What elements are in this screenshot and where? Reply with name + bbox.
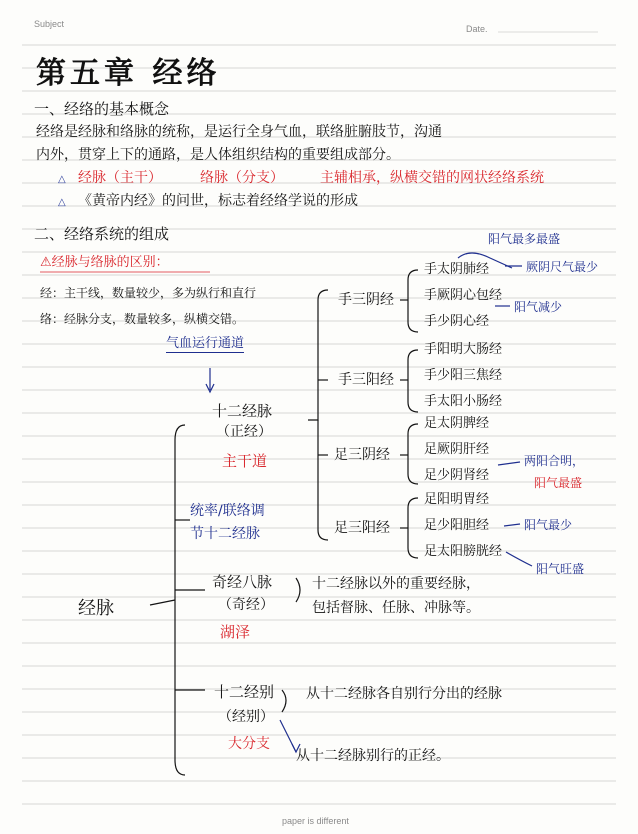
- note-yang-wang: 阳气旺盛: [536, 562, 585, 576]
- meridian-item: 足太阳膀胱经: [424, 544, 503, 559]
- twelve-meridians: 十二经脉: [212, 402, 273, 420]
- meridian-item: 手少阳三焦经: [424, 368, 503, 383]
- section2-heading: 二、经络系统的组成: [34, 225, 170, 243]
- group-label-zu-sanyang: 足三阳经: [334, 520, 390, 536]
- bullet-luomai: 络脉（分支）: [200, 170, 284, 186]
- qijing-desc2: 包括督脉、任脉、冲脉等。: [312, 600, 480, 616]
- note-liangyang: 两阳合明，: [524, 454, 585, 468]
- jingbie-tag: 大分支: [228, 736, 270, 752]
- bullet-network: 主辅相承，纵横交错的网状经络系统: [320, 170, 544, 186]
- note-yang-max: 阳气最盛: [534, 476, 583, 490]
- concept-paragraph-line1: 经络是经脉和络脉的统称，是运行全身气血，联络脏腑肢节，沟通: [36, 124, 442, 140]
- group-label-shou-sanyang: 手三阳经: [338, 372, 394, 388]
- difference-subheading: ⚠经脉与络脉的区别：: [40, 255, 169, 270]
- section1-heading: 一、经络的基本概念: [34, 100, 170, 118]
- tong-note-line1: 统率/联络调: [190, 503, 265, 519]
- qijing-tag: 湖泽: [220, 623, 251, 641]
- triangle-bullet-icon: △: [58, 174, 66, 185]
- meridian-item: 足厥阴肝经: [424, 442, 490, 457]
- meridian-item: 手厥阴心包经: [424, 288, 503, 303]
- page-title: 第五章 经络: [36, 56, 221, 91]
- meridian-item: 手太阴肺经: [424, 262, 490, 277]
- subject-label: Subject: [34, 19, 65, 29]
- qixue-note: 气血运行通道: [166, 336, 245, 351]
- note-yang-most: 阳气最多最盛: [488, 232, 561, 246]
- jingbie-alt: （经别）: [218, 709, 274, 725]
- group-label-zu-sanyin: 足三阴经: [334, 447, 390, 463]
- jingbie-name: 十二经别: [214, 683, 275, 701]
- note-yang-min: 阳气最少: [524, 518, 573, 532]
- group-label-shou-sanyin: 手三阴经: [338, 292, 394, 308]
- footer-text: paper is different: [282, 816, 349, 826]
- jing-definition: 经：主干线，数量较少，多为纵行和直行: [40, 286, 257, 300]
- qijing-desc1: 十二经脉以外的重要经脉，: [312, 576, 480, 592]
- jingbie-desc2: 从十二经脉别行的正经。: [296, 748, 450, 764]
- meridian-item: 手少阴心经: [424, 314, 490, 329]
- date-label: Date.: [466, 24, 488, 34]
- meridian-item: 足太阴脾经: [424, 416, 490, 431]
- meridian-item: 手阳明大肠经: [424, 342, 503, 357]
- tong-note-line2: 节十二经脉: [190, 526, 260, 542]
- meridian-item: 足少阴肾经: [424, 468, 490, 483]
- jingbie-desc1: 从十二经脉各自别行分出的经脉: [306, 686, 502, 702]
- root-jingmai: 经脉: [78, 598, 114, 619]
- note-jueyin-least: 厥阴尺气最少: [526, 260, 599, 274]
- meridian-item: 足少阳胆经: [424, 518, 490, 533]
- note-yang-less: 阳气减少: [514, 300, 563, 314]
- qijing-alt: （奇经）: [218, 597, 274, 613]
- bullet-jingmai: 经脉（主干）: [78, 170, 162, 186]
- twelve-meridians-alt: （正经）: [216, 424, 272, 440]
- meridian-item: 手太阳小肠经: [424, 394, 503, 409]
- luo-definition: 络：经脉分支，数量较多，纵横交错。: [40, 312, 245, 326]
- concept-paragraph-line2: 内外，贯穿上下的通路，是人体组织结构的重要组成部分。: [36, 147, 400, 163]
- triangle-bullet-icon: △: [58, 197, 66, 208]
- meridian-item: 足阳明胃经: [424, 492, 490, 507]
- qijing-name: 奇经八脉: [212, 573, 273, 591]
- bullet-huangdi: 《黄帝内经》的问世，标志着经络学说的形成: [78, 193, 358, 209]
- twelve-meridians-tag: 主干道: [222, 452, 268, 470]
